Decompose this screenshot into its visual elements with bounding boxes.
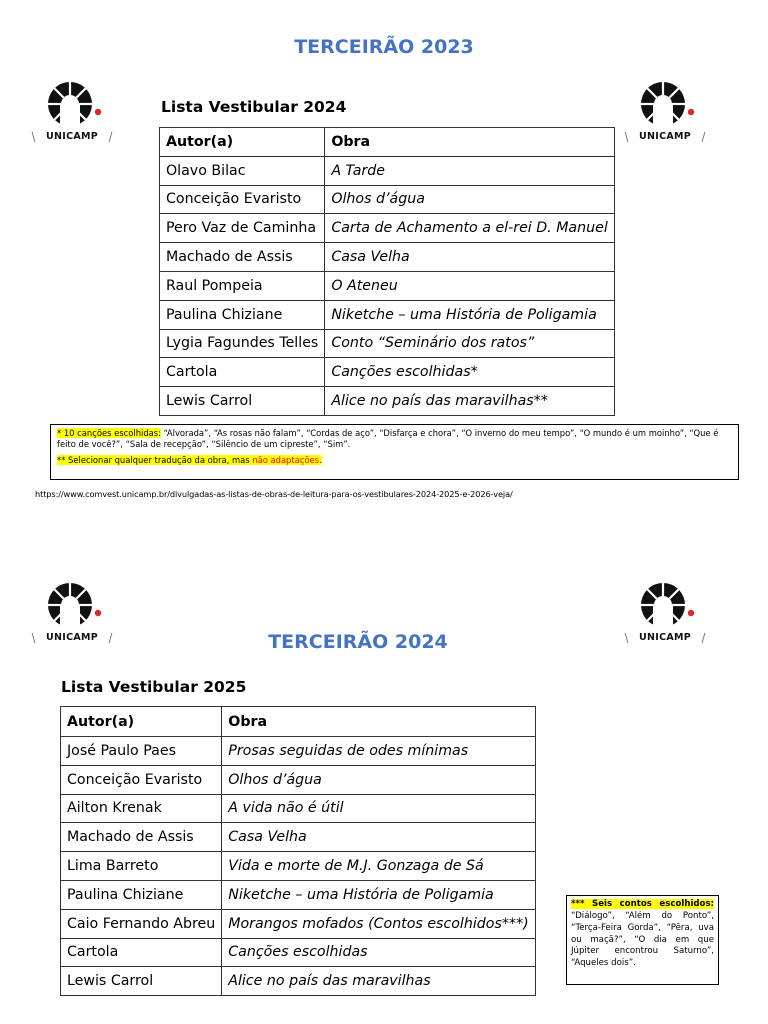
table-header-row bbox=[160, 128, 615, 157]
work-cell: A vida não é útil bbox=[222, 794, 535, 823]
column-header-work: Obra bbox=[325, 128, 614, 157]
work-cell: Niketche – uma História de Poligamia bbox=[222, 880, 535, 909]
author-cell: Lewis Carrol bbox=[61, 967, 222, 996]
work-cell: A Tarde bbox=[325, 156, 614, 185]
author-cell: Paulina Chiziane bbox=[160, 300, 325, 329]
author-cell: Ailton Krenak bbox=[61, 794, 222, 823]
table-row bbox=[61, 852, 536, 881]
table-row bbox=[160, 185, 615, 214]
author-cell: Paulina Chiziane bbox=[61, 880, 222, 909]
page-heading-2024: TERCEIRÃO 2024 bbox=[268, 631, 448, 653]
footnote-stories-label: *** Seis contos escolhidos: bbox=[571, 899, 714, 909]
footnote-box-2025 bbox=[566, 895, 719, 985]
author-cell: Conceição Evaristo bbox=[61, 765, 222, 794]
unicamp-emblem-icon bbox=[624, 79, 706, 135]
column-header-author: Autor(a) bbox=[61, 707, 222, 737]
table-header-row bbox=[61, 707, 536, 737]
work-cell: Conto “Seminário dos ratos” bbox=[325, 329, 614, 358]
work-cell: Alice no país das maravilhas** bbox=[325, 387, 614, 416]
page-heading-2023: TERCEIRÃO 2023 bbox=[294, 36, 474, 58]
unicamp-emblem-icon bbox=[31, 580, 113, 636]
author-cell: Machado de Assis bbox=[160, 243, 325, 272]
table-row bbox=[61, 765, 536, 794]
work-cell: Morangos mofados (Contos escolhidos***) bbox=[222, 909, 535, 938]
table-row bbox=[160, 214, 615, 243]
table-row bbox=[61, 938, 536, 967]
unicamp-wordmark: UNICAMP bbox=[31, 632, 113, 643]
footnote-songs bbox=[57, 428, 732, 451]
author-cell: Olavo Bilac bbox=[160, 156, 325, 185]
unicamp-logo-left-1 bbox=[31, 79, 113, 149]
work-cell: Prosas seguidas de odes mínimas bbox=[222, 737, 535, 766]
list-title-2025: Lista Vestibular 2025 bbox=[61, 678, 247, 696]
author-cell: Lima Barreto bbox=[61, 852, 222, 881]
table-row bbox=[61, 967, 536, 996]
author-cell: Raul Pompeia bbox=[160, 271, 325, 300]
author-cell: Machado de Assis bbox=[61, 823, 222, 852]
author-cell: Pero Vaz de Caminha bbox=[160, 214, 325, 243]
unicamp-wordmark: UNICAMP bbox=[624, 131, 706, 142]
table-row bbox=[61, 737, 536, 766]
footnote-box-2024 bbox=[50, 424, 739, 480]
author-cell: Conceição Evaristo bbox=[160, 185, 325, 214]
unicamp-wordmark: UNICAMP bbox=[624, 632, 706, 643]
work-cell: Canções escolhidas* bbox=[325, 358, 614, 387]
author-cell: Lewis Carrol bbox=[160, 387, 325, 416]
work-cell: Olhos d’água bbox=[325, 185, 614, 214]
table-row bbox=[160, 271, 615, 300]
work-cell: Carta de Achamento a el-rei D. Manuel bbox=[325, 214, 614, 243]
unicamp-emblem-icon bbox=[624, 580, 706, 636]
works-table-2025 bbox=[60, 706, 536, 996]
work-cell: Vida e morte de M.J. Gonzaga de Sá bbox=[222, 852, 535, 881]
footnote-stories-text: “Diálogo”, “Além do Ponto”, “Terça-Feira Gorda”, “Pêra, uva ou maçã?”, “O dia em que Júpiter encontrou Saturno”, “Aqueles dois”. bbox=[571, 910, 714, 969]
works-table-2024 bbox=[159, 127, 615, 416]
work-cell: Casa Velha bbox=[325, 243, 614, 272]
unicamp-wordmark: UNICAMP bbox=[31, 131, 113, 142]
work-cell: Niketche – uma História de Poligamia bbox=[325, 300, 614, 329]
unicamp-logo-right-1 bbox=[624, 79, 706, 149]
author-cell: Cartola bbox=[160, 358, 325, 387]
table-row bbox=[160, 387, 615, 416]
work-cell: Canções escolhidas bbox=[222, 938, 535, 967]
table-row bbox=[160, 243, 615, 272]
table-row bbox=[61, 880, 536, 909]
footnote-translation bbox=[57, 455, 732, 466]
table-row bbox=[61, 794, 536, 823]
table-row bbox=[160, 358, 615, 387]
work-cell: Olhos d’água bbox=[222, 765, 535, 794]
footnote-translation-end: . bbox=[319, 454, 322, 465]
column-header-author: Autor(a) bbox=[160, 128, 325, 157]
table-row bbox=[61, 909, 536, 938]
author-cell: Caio Fernando Abreu bbox=[61, 909, 222, 938]
work-cell: Casa Velha bbox=[222, 823, 535, 852]
table-row bbox=[160, 300, 615, 329]
column-header-work: Obra bbox=[222, 707, 535, 737]
table-row bbox=[160, 156, 615, 185]
unicamp-emblem-icon bbox=[31, 79, 113, 135]
source-url[interactable]: https://www.comvest.unicamp.br/divulgadas-as-listas-de-obras-de-leitura-para-os-vestibulares-2024-2025-e-2026-veja/ bbox=[35, 489, 513, 499]
table-row bbox=[160, 329, 615, 358]
author-cell: Lygia Fagundes Telles bbox=[160, 329, 325, 358]
author-cell: José Paulo Paes bbox=[61, 737, 222, 766]
footnote-translation-text: ** Selecionar qualquer tradução da obra, mas bbox=[57, 454, 253, 465]
author-cell: Cartola bbox=[61, 938, 222, 967]
footnote-songs-text: “Alvorada”, “As rosas não falam”, “Cordas de aço”, “Disfarça e chora”, “O inverno do meu tempo”, “O mundo é um moinho”, “Que é feito de você?”, “Sala de recepção”, “Silêncio de um cipreste”, “Sim”. bbox=[57, 428, 719, 450]
footnote-songs-label: * 10 canções escolhidas: bbox=[57, 428, 161, 438]
work-cell: Alice no país das maravilhas bbox=[222, 967, 535, 996]
table-row bbox=[61, 823, 536, 852]
list-title-2024: Lista Vestibular 2024 bbox=[161, 98, 347, 116]
footnote-translation-warning: não adaptações bbox=[252, 454, 320, 465]
work-cell: O Ateneu bbox=[325, 271, 614, 300]
